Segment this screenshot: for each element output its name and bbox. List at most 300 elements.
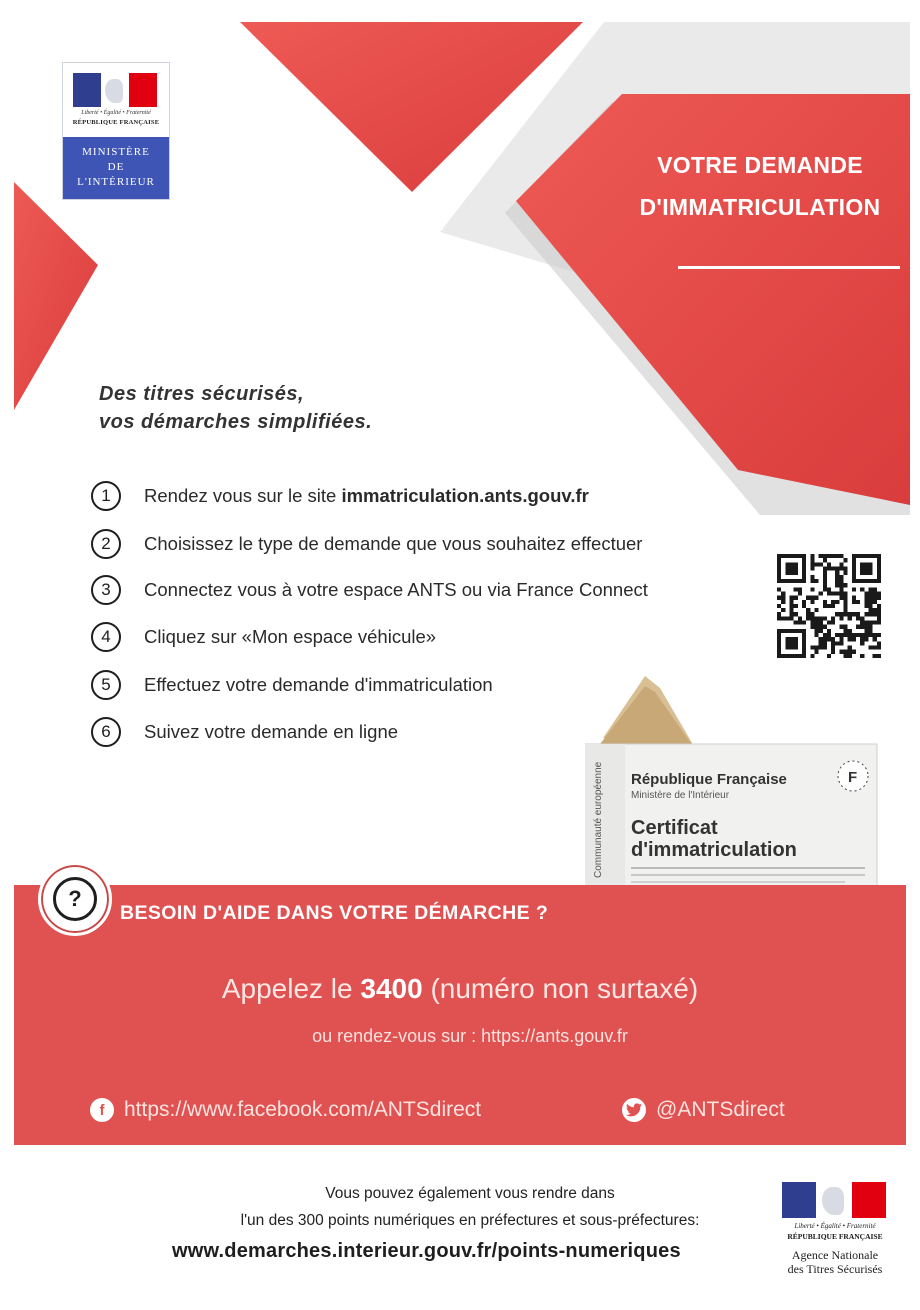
qr-module xyxy=(789,566,793,570)
qr-module xyxy=(827,554,831,558)
qr-module xyxy=(877,604,881,608)
qr-module xyxy=(839,616,843,620)
qr-module xyxy=(777,633,781,637)
qr-module xyxy=(864,596,868,600)
qr-module xyxy=(869,579,873,583)
qr-module xyxy=(873,621,877,625)
qr-module xyxy=(852,554,856,558)
qr-module xyxy=(860,562,864,566)
qr-module xyxy=(794,637,798,641)
qr-module xyxy=(802,629,806,633)
qr-module xyxy=(877,641,881,645)
qr-module xyxy=(789,612,793,616)
qr-module xyxy=(789,579,793,583)
qr-module xyxy=(864,600,868,604)
qr-module xyxy=(844,596,848,600)
qr-module xyxy=(781,554,785,558)
qr-module xyxy=(839,625,843,629)
cert-title-2: d'immatriculation xyxy=(631,839,797,861)
qr-module xyxy=(860,641,864,645)
qr-module xyxy=(869,571,873,575)
qr-module xyxy=(806,612,810,616)
step-item: 5 Effectuez votre demande d'immatriculation xyxy=(91,667,493,703)
qr-module xyxy=(777,571,781,575)
qr-module xyxy=(869,587,873,591)
qr-module xyxy=(877,562,881,566)
step-item: 1 Rendez vous sur le site immatriculation.ants.gouv.fr xyxy=(91,478,589,514)
qr-module xyxy=(810,562,814,566)
qr-module xyxy=(852,558,856,562)
qr-module xyxy=(864,571,868,575)
qr-module xyxy=(831,591,835,595)
qr-module xyxy=(869,608,873,612)
qr-module xyxy=(823,616,827,620)
qr-module xyxy=(810,558,814,562)
qr-module xyxy=(877,616,881,620)
qr-module xyxy=(789,604,793,608)
qr-module xyxy=(794,641,798,645)
qr-module xyxy=(844,591,848,595)
qr-module xyxy=(839,587,843,591)
qr-module xyxy=(789,646,793,650)
qr-module xyxy=(814,625,818,629)
qr-module xyxy=(789,600,793,604)
step-number: 4 xyxy=(91,622,121,652)
qr-module xyxy=(781,608,785,612)
qr-module xyxy=(777,654,781,658)
qr-module xyxy=(794,596,798,600)
qr-module xyxy=(781,600,785,604)
qr-module xyxy=(839,633,843,637)
qr-module xyxy=(798,591,802,595)
qr-module xyxy=(777,650,781,654)
qr-module xyxy=(810,587,814,591)
qr-module xyxy=(860,554,864,558)
qr-module xyxy=(864,591,868,595)
republic-name: RÉPUBLIQUE FRANÇAISE xyxy=(72,119,160,126)
qr-module xyxy=(877,633,881,637)
qr-module xyxy=(785,571,789,575)
qr-module xyxy=(814,621,818,625)
qr-module xyxy=(869,566,873,570)
qr-module xyxy=(831,646,835,650)
qr-module xyxy=(777,596,781,600)
republic-motto: Liberté • Égalité • Fraternité xyxy=(81,110,151,116)
qr-module xyxy=(835,554,839,558)
qr-module xyxy=(810,612,814,616)
qr-module xyxy=(814,629,818,633)
left-triangle xyxy=(14,182,98,410)
qr-module xyxy=(798,554,802,558)
qr-module xyxy=(777,554,781,558)
qr-code[interactable] xyxy=(777,554,881,658)
qr-module xyxy=(810,566,814,570)
marianne-flag-icon xyxy=(782,1182,886,1218)
qr-module xyxy=(810,616,814,620)
qr-module xyxy=(802,646,806,650)
qr-module xyxy=(844,654,848,658)
qr-module xyxy=(852,596,856,600)
qr-module xyxy=(831,637,835,641)
qr-module xyxy=(873,600,877,604)
qr-module xyxy=(873,654,877,658)
qr-module xyxy=(789,654,793,658)
qr-module xyxy=(823,633,827,637)
qr-module xyxy=(781,629,785,633)
qr-module xyxy=(789,608,793,612)
qr-module xyxy=(810,579,814,583)
qr-module xyxy=(835,571,839,575)
qr-module xyxy=(823,641,827,645)
qr-module xyxy=(827,604,831,608)
qr-module xyxy=(860,633,864,637)
qr-module xyxy=(806,608,810,612)
qr-module xyxy=(798,616,802,620)
qr-module xyxy=(814,650,818,654)
qr-module xyxy=(852,587,856,591)
qr-module xyxy=(835,641,839,645)
qr-module xyxy=(839,583,843,587)
qr-module xyxy=(856,633,860,637)
qr-module xyxy=(869,625,873,629)
qr-module xyxy=(798,587,802,591)
qr-module xyxy=(806,616,810,620)
qr-module xyxy=(852,612,856,616)
qr-module xyxy=(831,650,835,654)
tagline: Des titres sécurisés, vos démarches simplifiées. xyxy=(99,383,373,433)
qr-module xyxy=(827,566,831,570)
qr-module xyxy=(777,646,781,650)
qr-module xyxy=(877,596,881,600)
step-item: 6 Suivez votre demande en ligne xyxy=(91,714,398,750)
qr-module xyxy=(873,633,877,637)
qr-module xyxy=(873,646,877,650)
qr-module xyxy=(869,596,873,600)
qr-module xyxy=(777,587,781,591)
qr-module xyxy=(777,558,781,562)
qr-module xyxy=(777,562,781,566)
ants-site-link[interactable]: immatriculation.ants.gouv.fr xyxy=(341,485,589,506)
qr-module xyxy=(860,637,864,641)
qr-module xyxy=(819,646,823,650)
cert-title-1: Certificat xyxy=(631,817,718,839)
qr-module xyxy=(823,554,827,558)
qr-module xyxy=(848,633,852,637)
ministry-logo xyxy=(62,62,170,200)
step-item: 4 Cliquez sur «Mon espace véhicule» xyxy=(91,619,436,655)
qr-module xyxy=(823,587,827,591)
qr-module xyxy=(794,587,798,591)
qr-module xyxy=(819,629,823,633)
qr-module xyxy=(810,596,814,600)
qr-module xyxy=(873,608,877,612)
qr-module xyxy=(848,616,852,620)
qr-module xyxy=(827,637,831,641)
qr-module xyxy=(839,637,843,641)
qr-module xyxy=(823,604,827,608)
qr-module xyxy=(877,654,881,658)
qr-module xyxy=(864,629,868,633)
qr-module xyxy=(798,621,802,625)
qr-module xyxy=(798,629,802,633)
qr-module xyxy=(873,596,877,600)
qr-module xyxy=(848,646,852,650)
qr-module xyxy=(814,646,818,650)
step-number: 3 xyxy=(91,575,121,605)
qr-module xyxy=(848,650,852,654)
qr-module xyxy=(873,591,877,595)
ministry-name: MINISTÈRE DE L'INTÉRIEUR xyxy=(63,137,169,199)
qr-module xyxy=(869,600,873,604)
page-title: VOTRE DEMANDE D'IMMATRICULATION xyxy=(639,152,881,220)
qr-module xyxy=(873,554,877,558)
qr-module xyxy=(852,637,856,641)
qr-module xyxy=(839,579,843,583)
footer-line-1: Vous pouvez également vous rendre dans xyxy=(325,1185,615,1202)
qr-module xyxy=(827,587,831,591)
qr-module xyxy=(785,616,789,620)
qr-module xyxy=(785,566,789,570)
call-line: Appelez le 3400 (numéro non surtaxé) xyxy=(221,973,699,1004)
qr-module xyxy=(839,562,843,566)
qr-module xyxy=(806,596,810,600)
qr-module xyxy=(814,616,818,620)
cert-side-text: Communauté européenne xyxy=(593,761,604,878)
qr-module xyxy=(777,566,781,570)
qr-module xyxy=(819,616,823,620)
qr-module xyxy=(789,571,793,575)
qr-module xyxy=(794,579,798,583)
qr-module xyxy=(802,621,806,625)
qr-module xyxy=(777,616,781,620)
qr-module xyxy=(802,650,806,654)
qr-module xyxy=(844,566,848,570)
cert-republic: République Française xyxy=(631,771,787,788)
twitter-link[interactable] xyxy=(622,1098,785,1122)
qr-module xyxy=(802,575,806,579)
qr-module xyxy=(814,579,818,583)
qr-module xyxy=(777,612,781,616)
qr-module xyxy=(844,608,848,612)
qr-module xyxy=(856,600,860,604)
qr-module xyxy=(823,583,827,587)
qr-module xyxy=(777,641,781,645)
qr-module xyxy=(819,637,823,641)
step-item: 2 Choisissez le type de demande que vous souhaitez effectuer xyxy=(91,526,642,562)
qr-module xyxy=(864,604,868,608)
qr-module xyxy=(856,554,860,558)
qr-module xyxy=(794,612,798,616)
qr-module xyxy=(844,558,848,562)
qr-module xyxy=(802,554,806,558)
qr-module xyxy=(844,604,848,608)
qr-module xyxy=(877,554,881,558)
qr-module xyxy=(777,637,781,641)
qr-module xyxy=(860,616,864,620)
cert-ministry: Ministère de l'Intérieur xyxy=(631,790,730,801)
qr-module xyxy=(877,566,881,570)
qr-module xyxy=(819,554,823,558)
qr-module xyxy=(810,600,814,604)
facebook-link[interactable] xyxy=(90,1098,481,1122)
help-site-link[interactable]: ou rendez-vous sur : https://ants.gouv.fr xyxy=(312,1026,628,1046)
step-number: 6 xyxy=(91,717,121,747)
qr-module xyxy=(777,629,781,633)
qr-module xyxy=(844,583,848,587)
qr-module xyxy=(777,579,781,583)
qr-module xyxy=(864,637,868,641)
marianne-flag-icon xyxy=(73,73,157,107)
qr-module xyxy=(798,579,802,583)
qr-module xyxy=(789,641,793,645)
step-item: 3 Connectez vous à votre espace ANTS ou via France Connect xyxy=(91,572,648,608)
qr-module xyxy=(869,554,873,558)
qr-module xyxy=(864,562,868,566)
qr-module xyxy=(789,554,793,558)
qr-module xyxy=(852,566,856,570)
qr-module xyxy=(785,629,789,633)
phone-number[interactable]: 3400 xyxy=(360,973,423,1004)
qr-module xyxy=(864,633,868,637)
qr-module xyxy=(802,562,806,566)
qr-module xyxy=(835,575,839,579)
qr-module xyxy=(789,562,793,566)
qr-module xyxy=(827,629,831,633)
qr-module xyxy=(877,571,881,575)
qr-module xyxy=(823,571,827,575)
qr-module xyxy=(827,633,831,637)
qr-module xyxy=(844,600,848,604)
qr-module xyxy=(877,646,881,650)
qr-module xyxy=(839,591,843,595)
qr-module xyxy=(831,641,835,645)
qr-module xyxy=(781,591,785,595)
qr-module xyxy=(823,637,827,641)
qr-module xyxy=(864,579,868,583)
qr-module xyxy=(802,566,806,570)
qr-module xyxy=(869,646,873,650)
qr-module xyxy=(831,566,835,570)
qr-module xyxy=(819,591,823,595)
qr-module xyxy=(856,616,860,620)
qr-module xyxy=(802,637,806,641)
qr-module xyxy=(794,571,798,575)
qr-module xyxy=(839,554,843,558)
qr-module xyxy=(869,604,873,608)
twitter-handle: @ANTSdirect xyxy=(656,1098,785,1121)
qr-module xyxy=(852,562,856,566)
qr-module xyxy=(814,608,818,612)
qr-module xyxy=(848,637,852,641)
points-numeriques-link[interactable]: www.demarches.interieur.gouv.fr/points-numeriques xyxy=(172,1240,681,1262)
qr-module xyxy=(789,616,793,620)
qr-module xyxy=(814,596,818,600)
qr-module xyxy=(844,571,848,575)
qr-module xyxy=(835,633,839,637)
qr-module xyxy=(835,612,839,616)
qr-module xyxy=(877,579,881,583)
qr-module xyxy=(785,579,789,583)
qr-module xyxy=(844,629,848,633)
qr-module xyxy=(831,621,835,625)
qr-module xyxy=(819,621,823,625)
qr-module xyxy=(823,646,827,650)
qr-module xyxy=(869,591,873,595)
qr-module xyxy=(869,633,873,637)
qr-module xyxy=(794,646,798,650)
qr-module xyxy=(810,575,814,579)
qr-module xyxy=(835,579,839,583)
qr-module xyxy=(794,629,798,633)
qr-module xyxy=(823,575,827,579)
twitter-icon xyxy=(622,1098,646,1122)
facebook-url: https://www.facebook.com/ANTSdirect xyxy=(124,1098,482,1121)
qr-module xyxy=(864,621,868,625)
qr-module xyxy=(819,625,823,629)
qr-module xyxy=(839,612,843,616)
qr-module xyxy=(869,621,873,625)
qr-module xyxy=(831,600,835,604)
qr-module xyxy=(856,579,860,583)
qr-module xyxy=(860,571,864,575)
qr-module xyxy=(827,621,831,625)
qr-module xyxy=(835,591,839,595)
qr-module xyxy=(802,600,806,604)
qr-module xyxy=(794,562,798,566)
qr-module xyxy=(794,621,798,625)
qr-module xyxy=(814,633,818,637)
qr-module xyxy=(869,612,873,616)
qr-module xyxy=(860,587,864,591)
qr-module xyxy=(810,621,814,625)
qr-module xyxy=(844,650,848,654)
qr-module xyxy=(852,571,856,575)
qr-module xyxy=(823,625,827,629)
qr-module xyxy=(852,579,856,583)
help-question-icon: ? xyxy=(38,862,112,936)
qr-module xyxy=(827,654,831,658)
qr-module xyxy=(864,566,868,570)
facebook-icon: f xyxy=(90,1098,114,1122)
qr-module xyxy=(860,621,864,625)
qr-module xyxy=(823,558,827,562)
qr-module xyxy=(848,629,852,633)
qr-module xyxy=(823,579,827,583)
qr-module xyxy=(839,596,843,600)
qr-module xyxy=(802,654,806,658)
qr-module xyxy=(844,633,848,637)
qr-module xyxy=(852,600,856,604)
qr-module xyxy=(873,612,877,616)
qr-module xyxy=(785,654,789,658)
registration-certificate-image xyxy=(585,668,885,888)
qr-module xyxy=(819,562,823,566)
qr-module xyxy=(802,641,806,645)
qr-module xyxy=(789,637,793,641)
qr-module xyxy=(802,558,806,562)
qr-module xyxy=(869,629,873,633)
qr-module xyxy=(819,641,823,645)
qr-module xyxy=(835,583,839,587)
qr-module xyxy=(789,629,793,633)
qr-module xyxy=(864,612,868,616)
qr-module xyxy=(873,587,877,591)
qr-module xyxy=(810,625,814,629)
qr-module xyxy=(802,633,806,637)
qr-module xyxy=(848,612,852,616)
qr-module xyxy=(877,558,881,562)
qr-module xyxy=(844,612,848,616)
